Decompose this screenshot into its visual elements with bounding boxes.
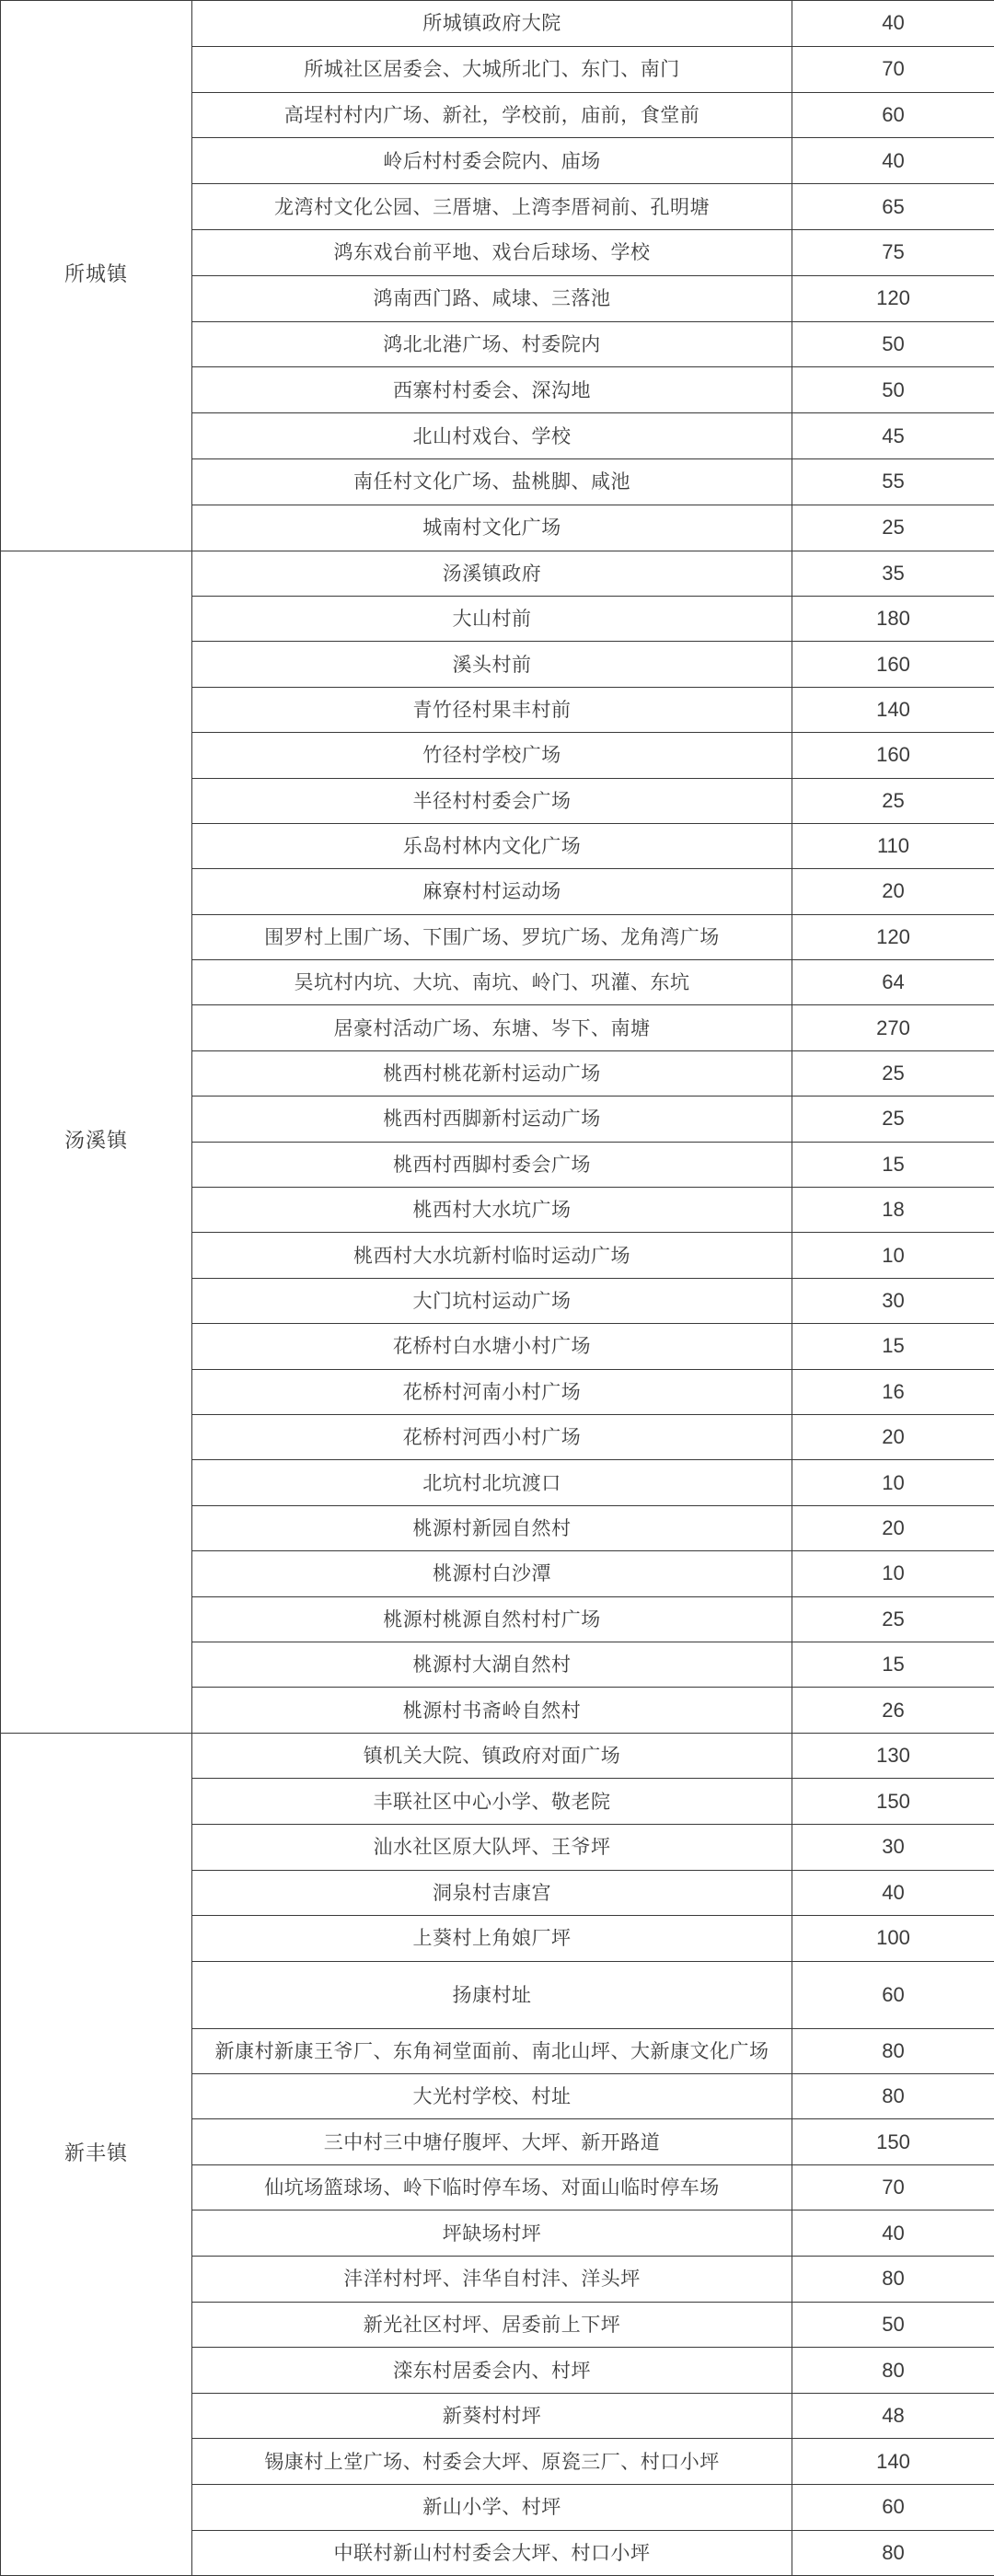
count-cell: 18	[792, 1188, 994, 1233]
count-cell: 80	[792, 2348, 994, 2394]
location-cell: 上葵村上角娘厂坪	[192, 1916, 792, 1962]
location-cell: 中联村新山村村委会大坪、村口小坪	[192, 2530, 792, 2576]
location-cell: 镇机关大院、镇政府对面广场	[192, 1733, 792, 1779]
location-cell: 岭后村村委会院内、庙场	[192, 138, 792, 184]
location-cell: 龙湾村文化公园、三厝塘、上湾李厝祠前、孔明塘	[192, 184, 792, 230]
location-cell: 北山村戏台、学校	[192, 413, 792, 459]
count-cell: 10	[792, 1460, 994, 1505]
location-cell: 高埕村村内广场、新社，学校前，庙前，食堂前	[192, 92, 792, 138]
location-cell: 吴坑村内坑、大坑、南坑、岭门、巩灌、东坑	[192, 960, 792, 1005]
count-cell: 10	[792, 1551, 994, 1596]
location-cell: 桃源村桃源自然村村广场	[192, 1596, 792, 1642]
location-cell: 坪缺场村坪	[192, 2210, 792, 2257]
location-cell: 新康村新康王爷厂、东角祠堂面前、南北山坪、大新康文化广场	[192, 2028, 792, 2073]
location-cell: 洞泉村吉康宫	[192, 1870, 792, 1916]
table-row	[1, 1733, 994, 1779]
location-cell: 城南村文化广场	[192, 505, 792, 551]
location-cell: 丰联社区中心小学、敬老院	[192, 1779, 792, 1825]
count-cell: 35	[792, 551, 994, 596]
count-cell: 30	[792, 1278, 994, 1323]
location-cell: 乐岛村林内文化广场	[192, 823, 792, 868]
count-cell: 50	[792, 321, 994, 367]
count-cell: 75	[792, 229, 994, 275]
table-row	[1, 1, 994, 47]
location-cell: 大光村学校、村址	[192, 2073, 792, 2119]
count-cell: 25	[792, 778, 994, 823]
count-cell: 48	[792, 2393, 994, 2439]
location-cell: 新葵村村坪	[192, 2393, 792, 2439]
count-cell: 70	[792, 46, 994, 92]
count-cell: 30	[792, 1824, 994, 1870]
count-cell: 20	[792, 869, 994, 914]
location-cell: 滦东村居委会内、村坪	[192, 2348, 792, 2394]
location-cell: 青竹径村果丰村前	[192, 687, 792, 732]
count-cell: 150	[792, 2119, 994, 2165]
count-cell: 130	[792, 1733, 994, 1779]
count-cell: 15	[792, 1324, 994, 1369]
count-cell: 45	[792, 413, 994, 459]
count-cell: 50	[792, 367, 994, 413]
location-cell: 桃西村西脚村委会广场	[192, 1142, 792, 1187]
location-cell: 所城社区居委会、大城所北门、东门、南门	[192, 46, 792, 92]
count-cell: 80	[792, 2073, 994, 2119]
location-cell: 围罗村上围广场、下围广场、罗坑广场、龙角湾广场	[192, 914, 792, 959]
location-cell: 扬康村址	[192, 1961, 792, 2028]
count-cell: 64	[792, 960, 994, 1005]
venue-table-body	[1, 1, 994, 2576]
location-cell: 新山小学、村坪	[192, 2485, 792, 2531]
count-cell: 160	[792, 642, 994, 687]
table-row	[1, 551, 994, 596]
count-cell: 80	[792, 2530, 994, 2576]
location-cell: 半径村村委会广场	[192, 778, 792, 823]
location-cell: 竹径村学校广场	[192, 733, 792, 778]
town-name-cell: 汤溪镇	[1, 551, 192, 1733]
count-cell: 25	[792, 1097, 994, 1142]
location-cell: 桃西村大水坑广场	[192, 1188, 792, 1233]
count-cell: 270	[792, 1005, 994, 1050]
location-cell: 汤溪镇政府	[192, 551, 792, 596]
count-cell: 80	[792, 2028, 994, 2073]
count-cell: 40	[792, 1870, 994, 1916]
count-cell: 40	[792, 1, 994, 47]
count-cell: 150	[792, 1779, 994, 1825]
count-cell: 110	[792, 823, 994, 868]
location-cell: 桃西村大水坑新村临时运动广场	[192, 1233, 792, 1278]
location-cell: 鸿南西门路、咸埭、三落池	[192, 275, 792, 321]
count-cell: 25	[792, 1050, 994, 1096]
location-cell: 汕水社区原大队坪、王爷坪	[192, 1824, 792, 1870]
location-cell: 桃源村新园自然村	[192, 1505, 792, 1550]
count-cell: 15	[792, 1642, 994, 1687]
count-cell: 60	[792, 92, 994, 138]
location-cell: 溪头村前	[192, 642, 792, 687]
count-cell: 60	[792, 1961, 994, 2028]
location-cell: 锡康村上堂广场、村委会大坪、原瓷三厂、村口小坪	[192, 2439, 792, 2485]
count-cell: 60	[792, 2485, 994, 2531]
count-cell: 80	[792, 2257, 994, 2303]
count-cell: 25	[792, 1596, 994, 1642]
count-cell: 20	[792, 1414, 994, 1459]
count-cell: 140	[792, 2439, 994, 2485]
location-cell: 沣洋村村坪、沣华自村沣、洋头坪	[192, 2257, 792, 2303]
count-cell: 55	[792, 458, 994, 505]
location-cell: 鸿北北港广场、村委院内	[192, 321, 792, 367]
location-cell: 花桥村白水塘小村广场	[192, 1324, 792, 1369]
location-cell: 三中村三中塘仔腹坪、大坪、新开路道	[192, 2119, 792, 2165]
location-cell: 桃西村西脚新村运动广场	[192, 1097, 792, 1142]
count-cell: 120	[792, 914, 994, 959]
count-cell: 40	[792, 2210, 994, 2257]
count-cell: 16	[792, 1369, 994, 1414]
town-name-cell: 所城镇	[1, 1, 192, 551]
location-cell: 桃源村大湖自然村	[192, 1642, 792, 1687]
count-cell: 70	[792, 2164, 994, 2210]
count-cell: 50	[792, 2302, 994, 2348]
count-cell: 20	[792, 1505, 994, 1550]
count-cell: 160	[792, 733, 994, 778]
count-cell: 40	[792, 138, 994, 184]
location-cell: 居豪村活动广场、东塘、岑下、南塘	[192, 1005, 792, 1050]
location-cell: 西寨村村委会、深沟地	[192, 367, 792, 413]
location-cell: 所城镇政府大院	[192, 1, 792, 47]
location-cell: 花桥村河南小村广场	[192, 1369, 792, 1414]
location-cell: 鸿东戏台前平地、戏台后球场、学校	[192, 229, 792, 275]
location-cell: 花桥村河西小村广场	[192, 1414, 792, 1459]
count-cell: 100	[792, 1916, 994, 1962]
count-cell: 140	[792, 687, 994, 732]
count-cell: 25	[792, 505, 994, 551]
count-cell: 26	[792, 1688, 994, 1733]
location-cell: 麻寮村村运动场	[192, 869, 792, 914]
location-cell: 新光社区村坪、居委前上下坪	[192, 2302, 792, 2348]
location-cell: 仙坑场篮球场、岭下临时停车场、对面山临时停车场	[192, 2164, 792, 2210]
location-cell: 桃源村白沙潭	[192, 1551, 792, 1596]
location-cell: 大山村前	[192, 596, 792, 641]
location-cell: 南任村文化广场、盐桃脚、咸池	[192, 458, 792, 505]
town-name-cell: 新丰镇	[1, 1733, 192, 2576]
location-cell: 大门坑村运动广场	[192, 1278, 792, 1323]
count-cell: 10	[792, 1233, 994, 1278]
count-cell: 120	[792, 275, 994, 321]
location-cell: 桃源村书斋岭自然村	[192, 1688, 792, 1733]
count-cell: 65	[792, 184, 994, 230]
location-cell: 北坑村北坑渡口	[192, 1460, 792, 1505]
count-cell: 180	[792, 596, 994, 641]
count-cell: 15	[792, 1142, 994, 1187]
location-cell: 桃西村桃花新村运动广场	[192, 1050, 792, 1096]
